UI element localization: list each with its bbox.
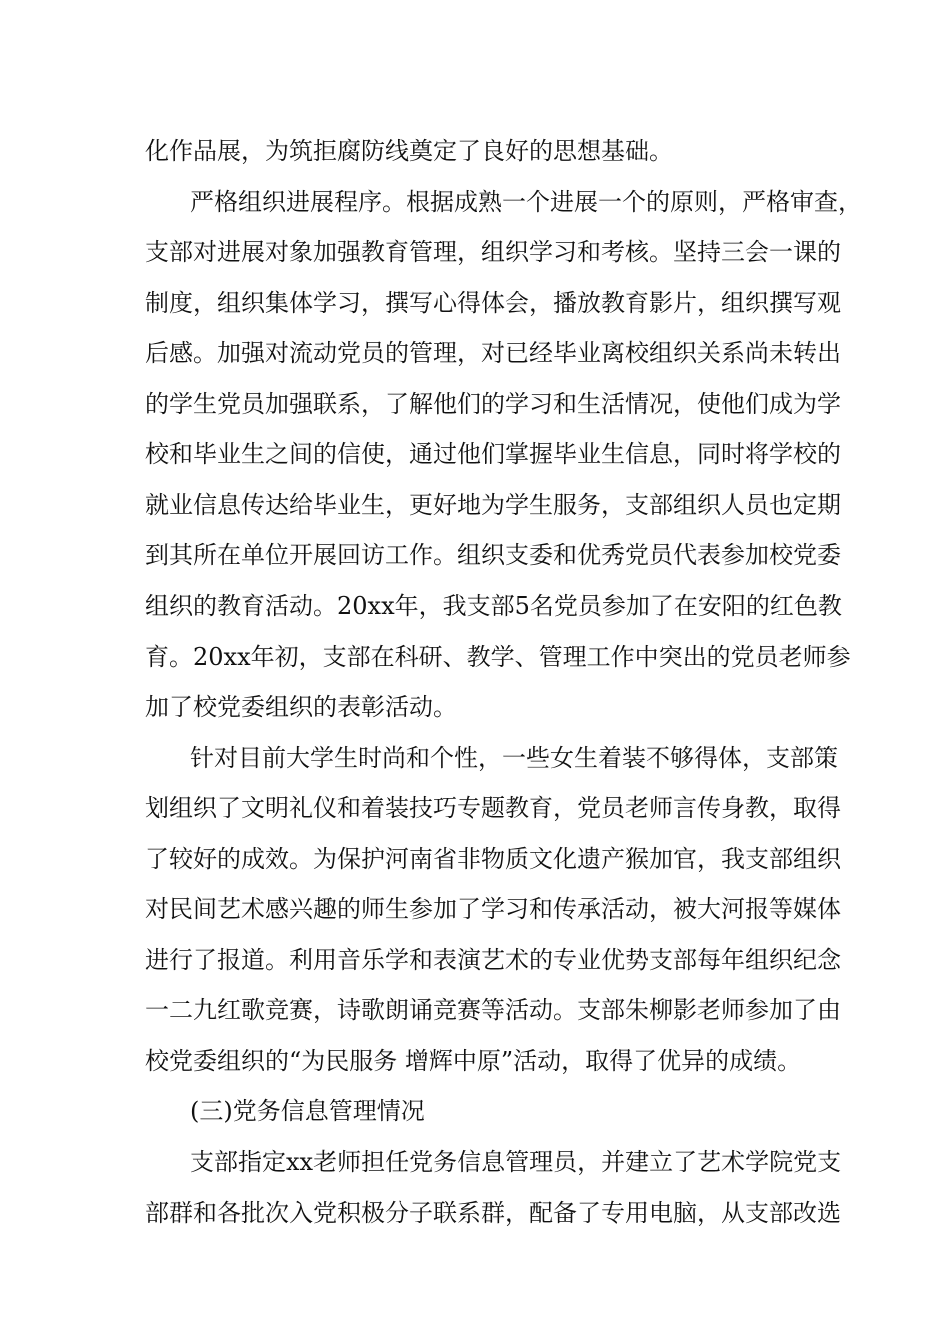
text-line: 化作品展，为筑拒腐防线奠定了良好的思想基础。 xyxy=(145,137,673,165)
text-line: 组织的教育活动。20xx年，我支部5名党员参加了在安阳的红色教 xyxy=(145,592,842,620)
text-line: 了较好的成效。为保护河南省非物质文化遗产猴加官，我支部组织 xyxy=(145,845,841,873)
text-line: 校和毕业生之间的信使，通过他们掌握毕业生信息，同时将学校的 xyxy=(145,440,841,468)
text-line: 就业信息传达给毕业生，更好地为学生服务，支部组织人员也定期 xyxy=(145,491,841,519)
text-line: 育。20xx年初，支部在科研、教学、管理工作中突出的党员老师参 xyxy=(145,643,851,671)
text-line: 部群和各批次入党积极分子联系群，配备了专用电脑，从支部改选 xyxy=(145,1199,841,1227)
text-line: 划组织了文明礼仪和着装技巧专题教育，党员老师言传身教，取得 xyxy=(145,794,841,822)
text-line: 支部对进展对象加强教育管理，组织学习和考核。坚持三会一课的 xyxy=(145,238,841,266)
text-line: 进行了报道。利用音乐学和表演艺术的专业优势支部每年组织纪念 xyxy=(145,946,841,974)
paragraph-start-line: 支部指定xx老师担任党务信息管理员，并建立了艺术学院党支 xyxy=(190,1148,842,1176)
text-line: 的学生党员加强联系，了解他们的学习和生活情况，使他们成为学 xyxy=(145,390,841,418)
paragraph-start-line: 针对目前大学生时尚和个性，一些女生着装不够得体，支部策 xyxy=(190,744,838,772)
section-heading: (三)党务信息管理情况 xyxy=(190,1097,425,1125)
text-line: 后感。加强对流动党员的管理，对已经毕业离校组织关系尚未转出 xyxy=(145,339,841,367)
paragraph-start-line: 严格组织进展程序。根据成熟一个进展一个的原则，严格审查， xyxy=(190,188,862,216)
text-line: 加了校党委组织的表彰活动。 xyxy=(145,693,457,721)
text-line: 对民间艺术感兴趣的师生参加了学习和传承活动，被大河报等媒体 xyxy=(145,895,841,923)
text-line: 校党委组织的“为民服务 增辉中原”活动，取得了优异的成绩。 xyxy=(145,1047,802,1075)
text-line: 一二九红歌竞赛，诗歌朗诵竞赛等活动。支部朱柳影老师参加了由 xyxy=(145,996,841,1024)
text-line: 制度，组织集体学习，撰写心得体会，播放教育影片，组织撰写观 xyxy=(145,289,841,317)
text-line: 到其所在单位开展回访工作。组织支委和优秀党员代表参加校党委 xyxy=(145,541,841,569)
